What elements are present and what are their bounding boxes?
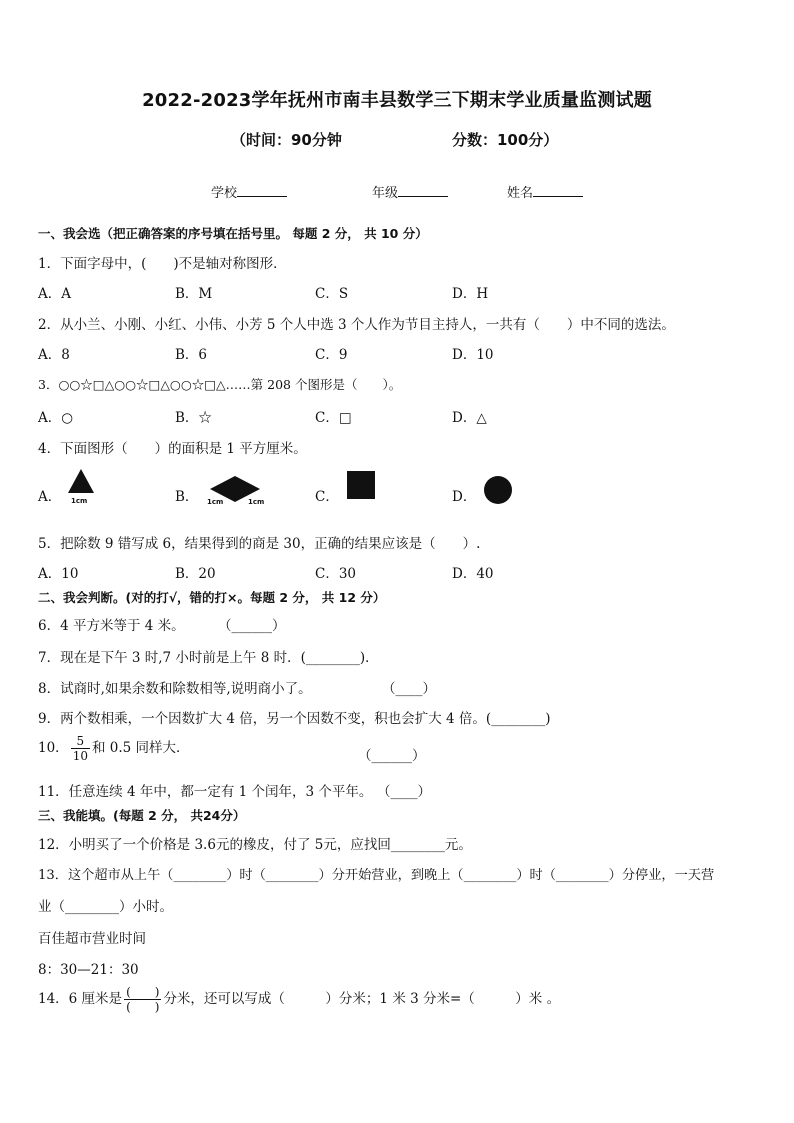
q2-option-a: A．8	[38, 347, 70, 363]
q13-store-hours: 8：30—21：30	[38, 962, 139, 978]
q10-answer-paren[interactable]: （______）	[358, 748, 426, 764]
name-blank[interactable]	[533, 182, 583, 197]
q13-line-1: 13．这个超市从上午（________）时（________）分开始营业，到晚上（________）时（________）分停业，一天营	[38, 868, 715, 883]
q10-number: 10．	[38, 740, 69, 756]
q12-text: 12．小明买了一个价格是 3.6元的橡皮，付了 5元，应找回________元。	[38, 837, 472, 853]
q14-line	[38, 985, 560, 1014]
q10-fraction	[71, 734, 90, 763]
q14-fraction-numerator[interactable]: ( )	[126, 985, 160, 999]
q4-option-a: A．	[38, 489, 62, 505]
q2-stem: 2．从小兰、小刚、小红、小伟、小芳 5 个人中选 3 个人作为节目主持人，一共有（ ）中不同的选法。	[38, 317, 675, 333]
q5-option-b: B．20	[175, 566, 216, 582]
q3-option-d: D．△	[452, 410, 487, 426]
q8-answer-paren[interactable]: （____）	[382, 681, 436, 697]
q1-option-b: B．M	[175, 286, 213, 302]
exam-score: 分数：100分）	[452, 131, 559, 149]
rhombus-cm-label-right: 1cm	[248, 498, 265, 506]
q4-stem: 4．下面图形（ ）的面积是 1 平方厘米。	[38, 441, 307, 457]
q14-text: 分米，还可以写成（ ）分米；1 米 3 分米=（ ）米 。	[163, 991, 561, 1007]
q5-stem: 5．把除数 9 错写成 6，结果得到的商是 30，正确的结果应该是（ ）.	[38, 536, 481, 552]
q2-option-b: B．6	[175, 347, 208, 363]
section-2-heading: 二、我会判断。(对的打√，错的打×。每题 2 分， 共 12 分）	[38, 590, 386, 605]
q6-text: 6．4 平方米等于 4 米。	[38, 618, 185, 634]
q14-fraction-denominator[interactable]: ( )	[126, 1000, 160, 1014]
q1-option-d: D．H	[452, 286, 489, 302]
exam-time: （时间：90分钟	[231, 131, 342, 149]
q14-prefix: 14．6 厘米是	[38, 991, 123, 1007]
q13-store-name: 百佳超市营业时间	[38, 931, 146, 947]
q5-option-c: C．30	[315, 566, 357, 582]
q1-option-a: A．A	[38, 286, 71, 302]
q5-option-d: D．40	[452, 566, 494, 582]
rhombus-cm-label-left: 1cm	[207, 498, 224, 506]
section-1-heading: 一、我会选（把正确答案的序号填在括号里。 每题 2 分， 共 10 分）	[38, 226, 428, 241]
q4-option-d: D．	[452, 489, 477, 505]
name-label: 姓名	[507, 186, 534, 201]
grade-blank[interactable]	[398, 182, 448, 197]
q13-line-2: 业（________）小时。	[38, 899, 173, 915]
q4-option-c: C．	[315, 489, 339, 505]
q10-line	[38, 734, 190, 763]
name-field	[507, 182, 583, 201]
q6-answer-paren[interactable]: （______）	[218, 618, 286, 634]
q11-answer-paren[interactable]: （____）	[377, 784, 431, 800]
q14-fraction	[124, 985, 161, 1014]
grade-field	[372, 182, 448, 201]
q1-stem: 1．下面字母中，( )不是轴对称图形．	[38, 256, 287, 272]
q10-fraction-denominator: 10	[72, 749, 88, 763]
school-blank[interactable]	[237, 182, 287, 197]
square-shape	[347, 471, 375, 499]
q11-text: 11．任意连续 4 年中，都一定有 1 个闰年，3 个平年。	[38, 784, 373, 800]
q3-option-a: A．○	[38, 410, 74, 426]
exam-title: 2022-2023学年抚州市南丰县数学三下期末学业质量监测试题	[142, 90, 652, 111]
section-3-heading: 三、我能填。(每题 2 分， 共24分）	[38, 808, 246, 823]
triangle-cm-label: 1cm	[71, 497, 88, 505]
q2-option-c: C．9	[315, 347, 348, 363]
q5-option-a: A．10	[38, 566, 79, 582]
school-field	[211, 182, 287, 201]
circle-shape	[483, 475, 513, 505]
q3-stem: 3．○○☆□△○○☆□△○○☆□△……第 208 个图形是（ ）。	[38, 377, 402, 392]
q4-option-b: B．	[175, 489, 199, 505]
q10-fraction-numerator: 5	[71, 734, 90, 749]
q2-option-d: D．10	[452, 347, 494, 363]
q3-option-b: B．☆	[175, 410, 212, 426]
q9-text: 9．两个数相乘，一个因数扩大 4 倍，另一个因数不变，积也会扩大 4 倍。(________)	[38, 711, 551, 727]
q3-option-c: C．□	[315, 410, 352, 426]
triangle-shape	[67, 468, 95, 494]
q8-text: 8．试商时,如果余数和除数相等,说明商小了。	[38, 681, 312, 697]
grade-label: 年级	[372, 186, 399, 201]
q1-option-c: C．S	[315, 286, 349, 302]
q10-text: 和 0.5 同样大．	[91, 740, 190, 756]
school-label: 学校	[211, 186, 238, 201]
q7-text: 7．现在是下午 3 时,7 小时前是上午 8 时．(________)．	[38, 650, 379, 666]
